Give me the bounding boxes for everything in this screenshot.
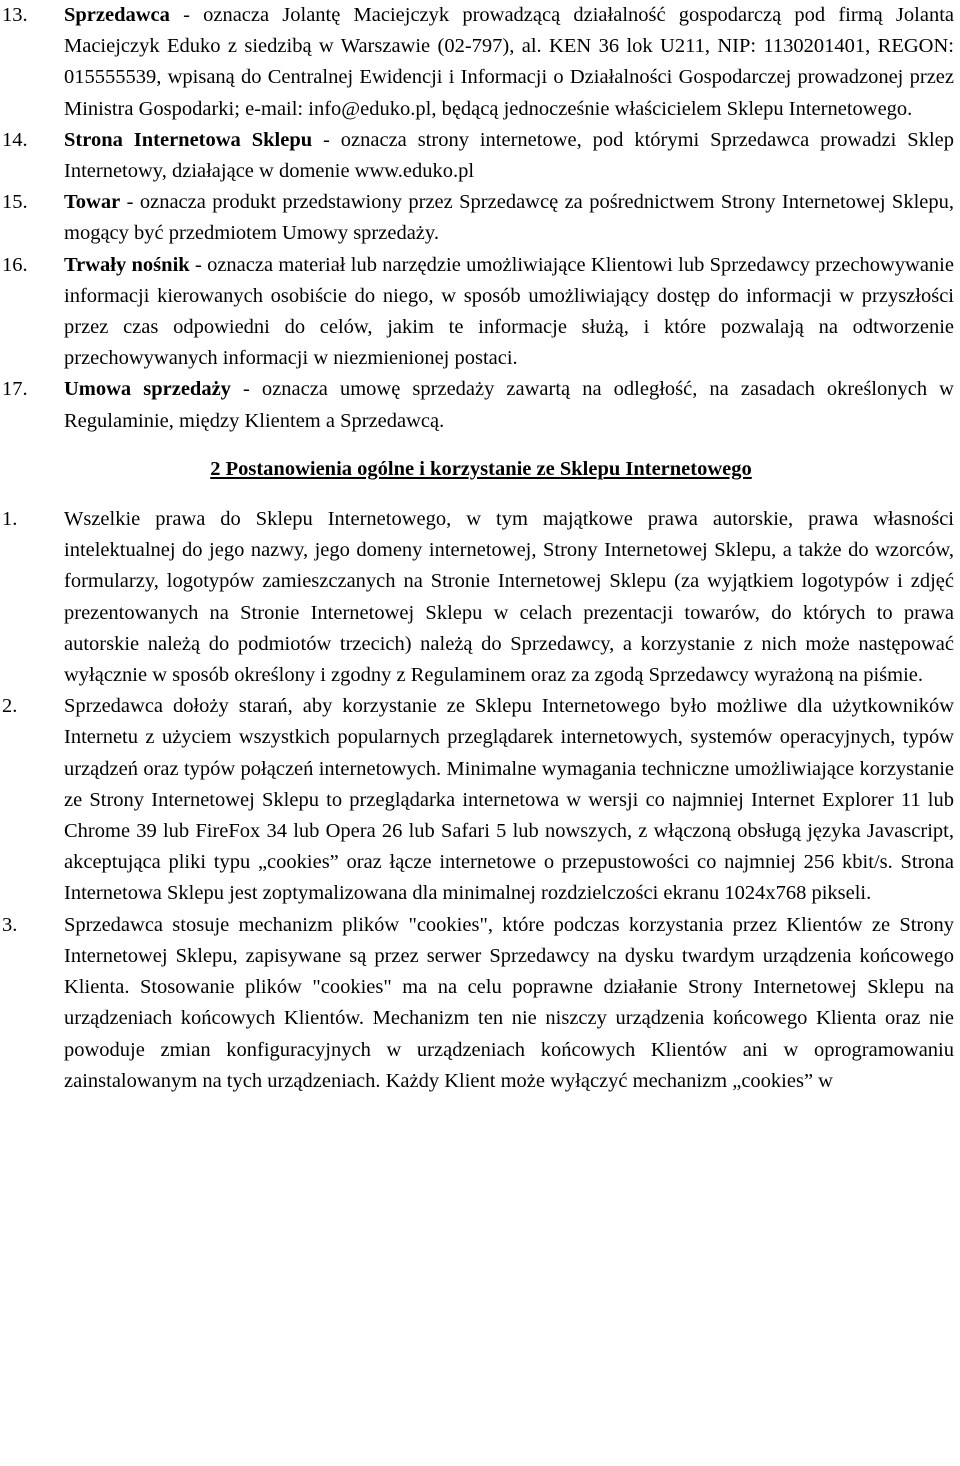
definition-text: - oznacza materiał lub narzędzie umożliwiające Klientowi lub Sprzedawcy przechowywanie informacji kierowanych osobiście do niego, w sposób umożliwiający dostęp do informacji w przyszłości przez czas odpowiedni do celów, jakim te informacje służą, i które pozwalają na odtworzenie przechowywanych informacji w niezmienionej postaci. [64, 253, 954, 370]
item-number: 2. [2, 695, 18, 718]
provision-item [0, 504, 960, 691]
provision-item [0, 691, 960, 909]
item-number: 15. [2, 191, 28, 214]
provision-text: Sprzedawca stosuje mechanizm plików "cookies", które podczas korzystania przez Klientów ze Strony Internetowej Sklepu, zapisywane są przez serwer Sprzedawcy na dysku twardym urządzenia końcowego Klienta. Stosowanie plików "cookies" ma na celu poprawne działanie Strony Internetowej Sklepu na urządzeniach końcowych Klientów. Mechanizm ten nie niszczy urządzenia końcowego Klienta oraz nie powoduje zmian konfiguracyjnych w urządzeniach końcowych Klientów ani w oprogramowaniu zainstalowanym na tych urządzeniach. Każdy Klient może wyłączyć mechanizm „cookies” w [64, 913, 954, 1092]
definition-term: Sprzedawca [64, 4, 170, 26]
item-number: 3. [2, 913, 18, 936]
item-number: 1. [2, 508, 18, 531]
provision-text: Sprzedawca dołoży starań, aby korzystanie ze Sklepu Internetowego było możliwe dla użytkowników Internetu z użyciem wszystkich popularnych przeglądarek internetowych, systemów operacyjnych, typów urządzeń oraz typów połączeń internetowych. Minimalne wymagania techniczne umożliwiające korzystanie ze Strony Internetowej Sklepu to przeglądarka internetowa w wersji co najmniej Internet Explorer 11 lub Chrome 39 lub FireFox 34 lub Opera 26 lub Safari 5 lub nowszych, z włączoną obsługą języka Javascript, akceptująca pliki typu „cookies” oraz łącze internetowe o przepustowości co najmniej 256 kbit/s. Strona Internetowa Sklepu jest zoptymalizowana dla minimalnej rozdzielczości ekranu 1024x768 pikseli. [64, 695, 954, 905]
definitions-list [0, 0, 960, 437]
definition-item [0, 0, 960, 125]
definition-item [0, 125, 960, 187]
item-number: 13. [2, 4, 28, 26]
item-number: 17. [2, 378, 28, 401]
definition-text: - oznacza Jolantę Maciejczyk prowadzącą działalność gospodarczą pod firmą Jolanta Maciejczyk Eduko z siedzibą w Warszawie (02-797), al. KEN 36 lok U211, NIP: 1130201401, REGON: 015555539, wpisaną do Centralnej Ewidencji i Informacji o Działalności Gospodarczej prowadzonej przez Ministra Gospodarki; e-mail: info@eduko.pl, będącą jednocześnie właścicielem Sklepu Internetowego. [64, 4, 954, 120]
definition-text: - oznacza produkt przedstawiony przez Sprzedawcę za pośrednictwem Strony Internetowej Sklepu, mogący być przedmiotem Umowy sprzedaży. [64, 191, 954, 245]
definition-term: Umowa sprzedaży [64, 378, 231, 401]
item-number: 14. [2, 128, 28, 151]
definition-item [0, 250, 960, 375]
section-heading [0, 454, 960, 485]
definition-term: Towar [64, 191, 121, 214]
provision-text: Wszelkie prawa do Sklepu Internetowego, w tym majątkowe prawa autorskie, prawa własności intelektualnej do jego nazwy, jego domeny internetowej, Strony Internetowej Sklepu, a także do wzorców, formularzy, logotypów zamieszczanych na Stronie Internetowej Sklepu (za wyjątkiem logotypów i zdjęć prezentowanych na Stronie Internetowej Sklepu w celach prezentacji towarów, do których to prawa autorskie należą do podmiotów trzecich) należą do Sprzedawcy, a korzystanie z nich może następować wyłącznie w sposób określony i zgodny z Regulaminem oraz za zgodą Sprzedawcy wyrażoną na piśmie. [64, 508, 954, 687]
provision-item [0, 910, 960, 1097]
definition-item [0, 187, 960, 249]
definition-item [0, 374, 960, 436]
section-heading-text: 2 Postanowienia ogólne i korzystanie ze Sklepu Internetowego [210, 457, 752, 480]
definition-text: - oznacza strony internetowe, pod którymi Sprzedawca prowadzi Sklep Internetowy, działające w domenie www.eduko.pl [64, 128, 954, 183]
item-number: 16. [2, 253, 28, 276]
definition-term: Trwały nośnik [64, 253, 190, 276]
definition-text: - oznacza umowę sprzedaży zawartą na odległość, na zasadach określonych w Regulaminie, między Klientem a Sprzedawcą. [64, 378, 954, 432]
provisions-list [0, 504, 960, 1097]
definition-term: Strona Internetowa Sklepu [64, 128, 313, 151]
